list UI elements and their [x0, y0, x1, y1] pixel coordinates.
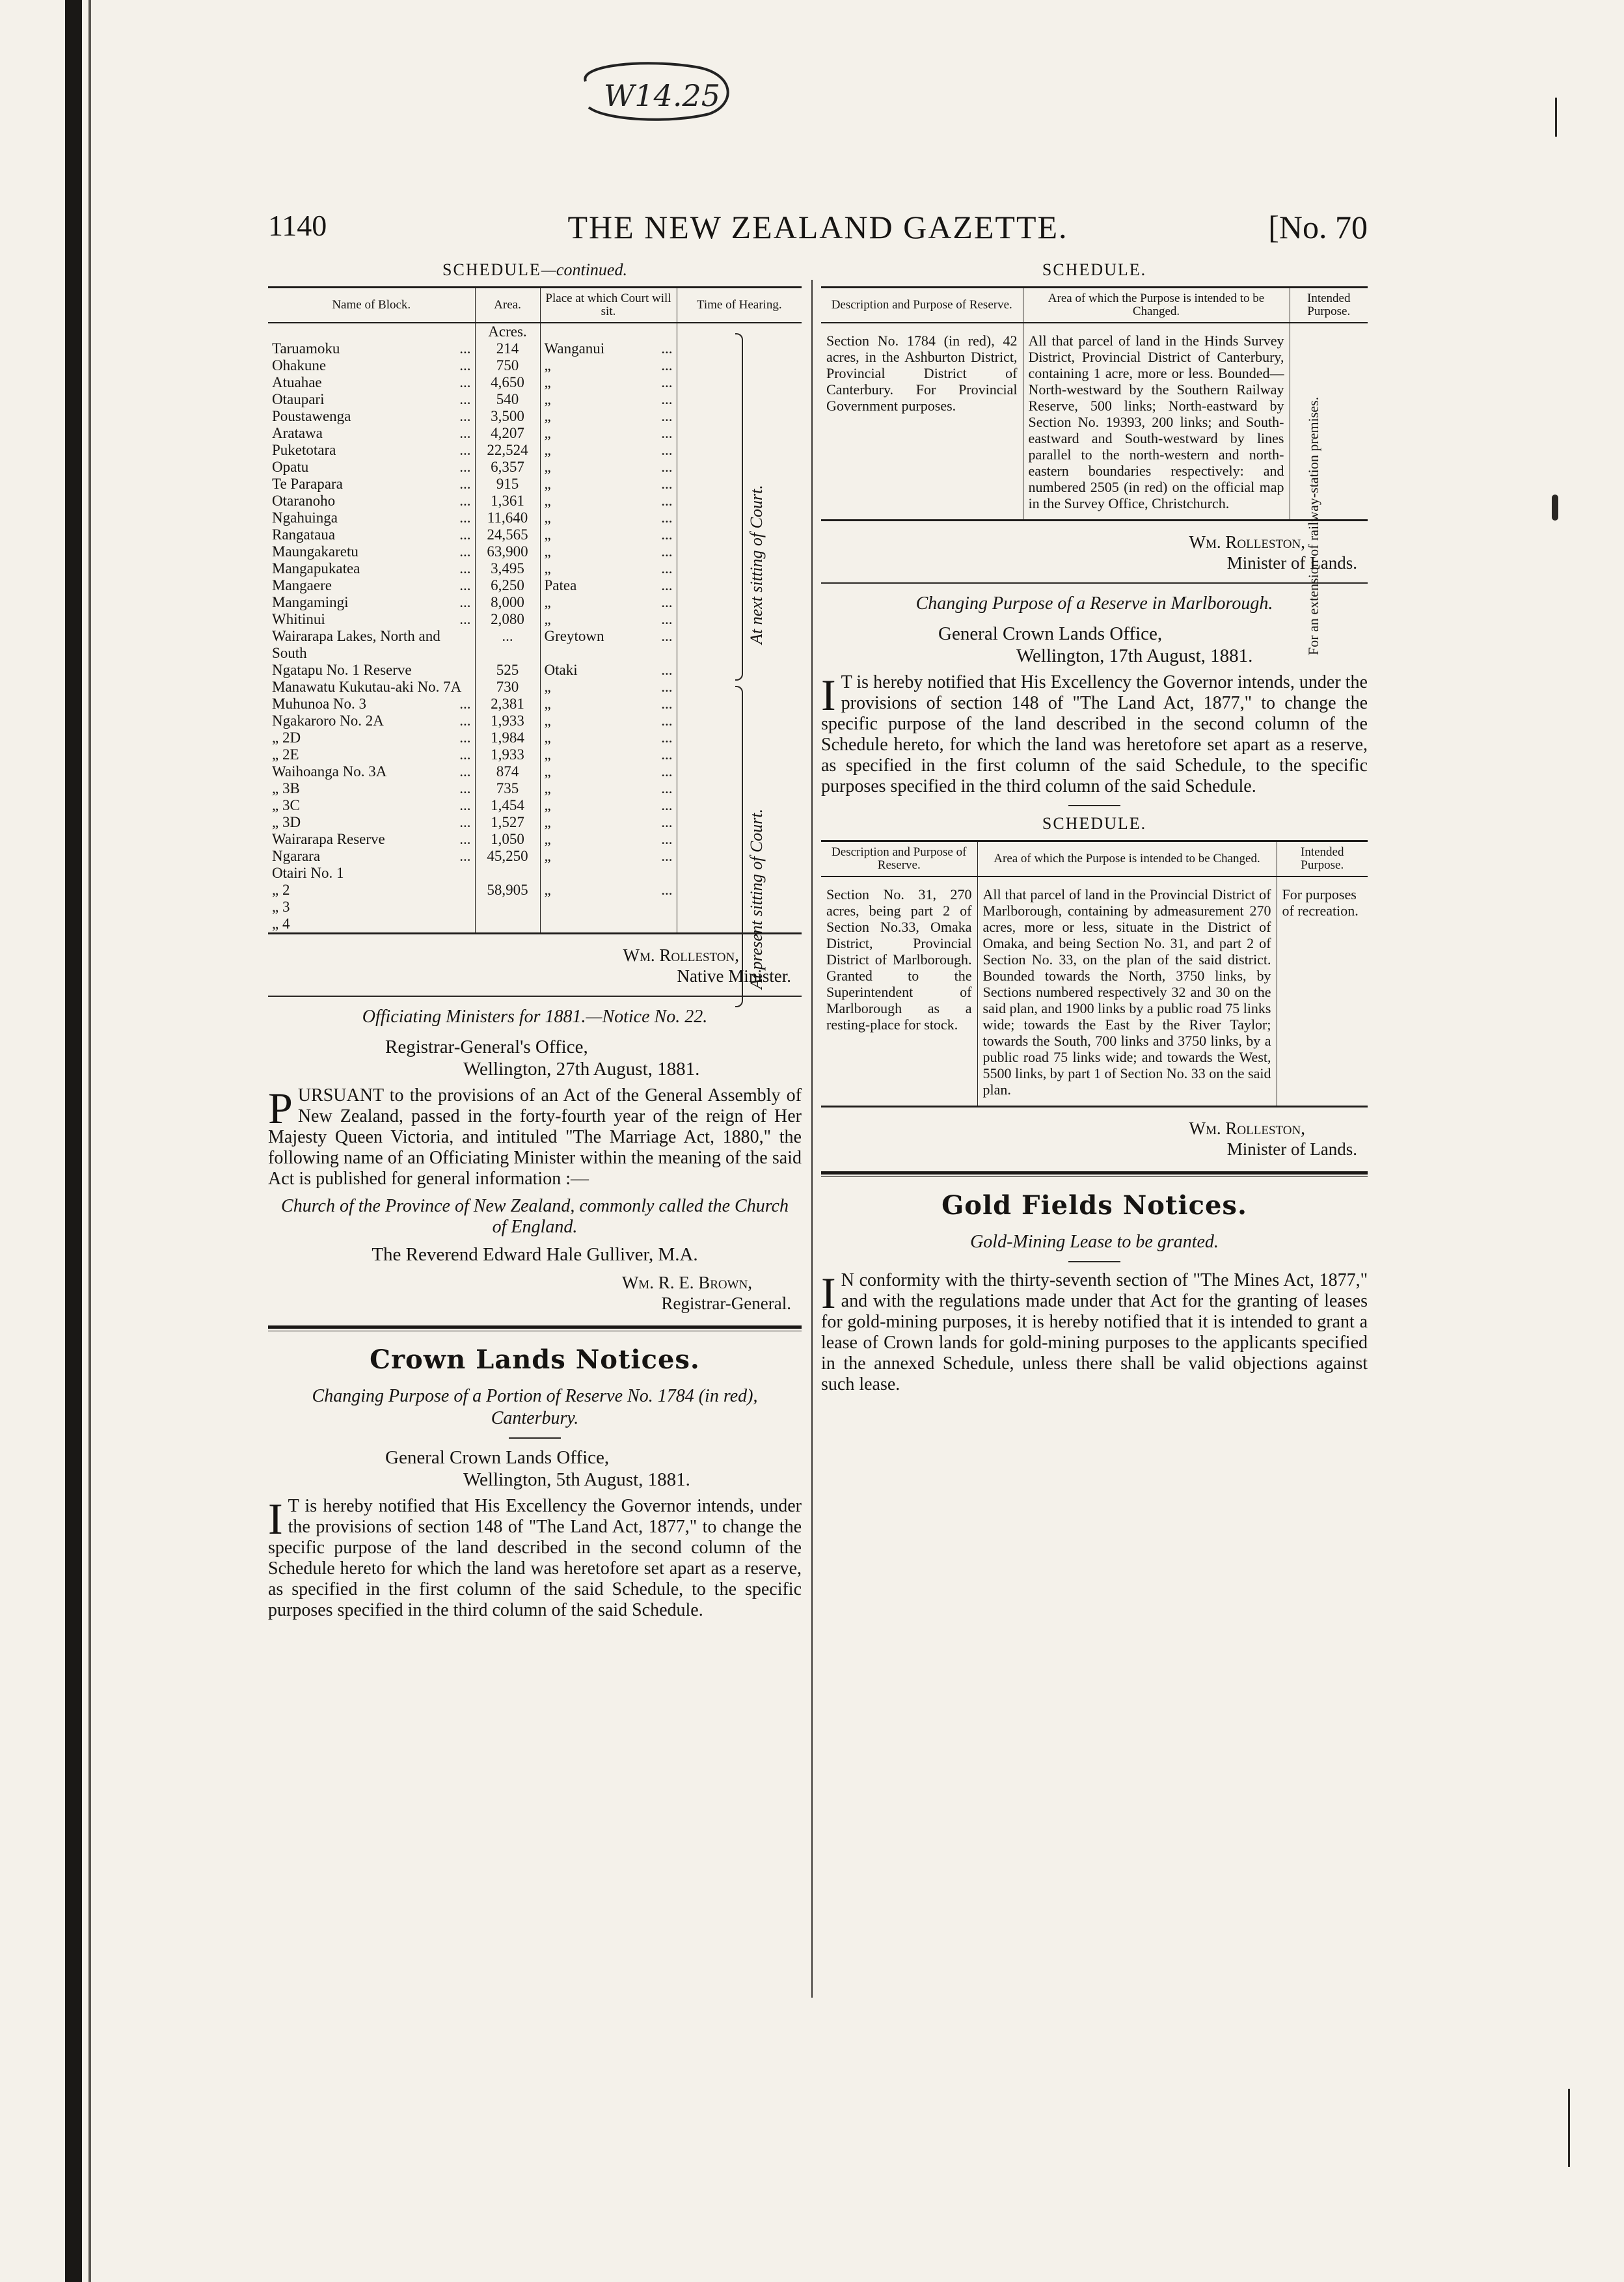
block-area: 1,984 [491, 729, 524, 746]
crown-lands-office: General Crown Lands Office, Wellington, 17th August, 1881. [938, 623, 1253, 666]
block-area: 4,207 [491, 425, 524, 441]
block-area: 1,361 [491, 493, 524, 509]
edge-mark [1568, 2089, 1570, 2167]
place-dots: ... [661, 526, 673, 543]
block-dots: ... [459, 526, 471, 543]
block-name: „ 3B [272, 780, 300, 796]
court-place: „ [544, 746, 551, 763]
time-group-1: At next sitting of Court. [747, 485, 766, 644]
court-place: „ [544, 763, 551, 780]
reserve-1784-notice: I T is hereby notified that His Excellency the Governor intends, under the provisions of section 148 of "The Land Act, 1877," to change the specific purpose of the land described in the second column of the Schedule hereto for which the land was heretofore set apart as a reserve, as specified in the first column of the said Schedule, to the specific purposes specified in the third column of the said Schedule. [268, 1494, 802, 1620]
signature-name: Wm. Rolleston, [1189, 532, 1305, 552]
block-name: Te Parapara [272, 476, 343, 492]
section-rule-thick [268, 1325, 802, 1329]
block-name: „ 2E [272, 746, 299, 763]
issue-number: [No. 70 [1268, 209, 1368, 245]
block-area: 3,495 [491, 560, 524, 577]
block-dots: ... [459, 577, 471, 593]
table-row [268, 746, 802, 763]
time-bracket-1 [735, 333, 743, 681]
block-dots: ... [459, 831, 471, 847]
place-dots: ... [661, 493, 673, 509]
reserve-purpose: For an extension of railway-station premises. [1305, 396, 1321, 655]
divider [268, 996, 802, 997]
block-dots: ... [459, 425, 471, 441]
place-dots: ... [661, 560, 673, 577]
block-dots: ... [459, 560, 471, 577]
col-area-changed: Area of which the Purpose is intended to be Changed. [1023, 288, 1290, 323]
place-dots: ... [661, 476, 673, 492]
block-dots: ... [459, 763, 471, 780]
court-place: „ [544, 729, 551, 746]
table-row [268, 763, 802, 780]
table-row [268, 662, 802, 679]
block-name: Puketotara [272, 442, 336, 458]
place-dots: ... [661, 831, 673, 847]
court-place: „ [544, 848, 551, 864]
block-name: Opatu [272, 459, 309, 475]
minister-name: The Reverend Edward Hale Gulliver, M.A. [372, 1244, 698, 1265]
block-name: Rangataua [272, 526, 336, 543]
table-row [268, 865, 802, 882]
place-dots: ... [661, 459, 673, 475]
table-row [268, 713, 802, 729]
schedule-continued-caption: SCHEDULE—continued. [442, 260, 627, 279]
block-dots: ... [459, 543, 471, 560]
table-row [268, 442, 802, 459]
block-name: Aratawa [272, 425, 323, 441]
court-place: „ [544, 459, 551, 475]
block-area: 6,357 [491, 459, 524, 475]
place-dots: ... [661, 729, 673, 746]
block-name: „ 3D [272, 814, 301, 830]
court-place: Patea [544, 577, 577, 593]
block-dots: ... [459, 848, 471, 864]
section-rule-thick [821, 1171, 1368, 1175]
area-unit: Acres. [475, 323, 540, 340]
block-name: Manawatu Kukutau-aki No. 7A [272, 679, 462, 695]
block-name: Wairarapa Lakes, North and South [272, 628, 440, 661]
reserve-purpose: For purposes of recreation. [1277, 876, 1368, 1107]
place-dots: ... [661, 577, 673, 593]
place-dots: ... [661, 746, 673, 763]
right-column [821, 260, 1368, 1400]
block-name: Ngarara [272, 848, 321, 864]
table-row [268, 560, 802, 577]
block-dots: ... [459, 476, 471, 492]
block-name: Ngatapu No. 1 Reserve [272, 662, 412, 678]
marlborough-title: Changing Purpose of a Reserve in Marlborough. [915, 593, 1273, 614]
block-dots: ... [459, 594, 471, 610]
col-intended-purpose: Intended Purpose. [1290, 288, 1368, 323]
reserve-area: All that parcel of land in the Provincial District of Marlborough, containing by admeasurement 270 acres, more or less, situate in the District of Omaka, and being Section No. 31, and part 2 of Section No. 33, on the plan of the said district. Bounded towards the North, 3750 links, by Sections numbered respectively 32 and 30 on the said plan, and 1900 links by a public road 75 links wide; towards the East by the River Taylor; towards the South, 700 links and 3750 links, by a public road 75 links wide; and towards the West, 5500 links, by part 1 of Section No. 33 on the said plan. [977, 876, 1277, 1107]
block-name: Mangaere [272, 577, 332, 593]
lands-minister-signature-2 [821, 1118, 1357, 1160]
block-area: 540 [496, 391, 519, 407]
table-row [268, 340, 802, 357]
place-dots: ... [661, 713, 673, 729]
table-row [268, 374, 802, 391]
place-dots: ... [661, 611, 673, 627]
short-divider [1068, 805, 1120, 806]
schedule-caption-2: SCHEDULE. [1042, 814, 1147, 833]
block-dots: ... [459, 780, 471, 796]
court-place: „ [544, 357, 551, 374]
block-area: 24,565 [487, 526, 528, 543]
block-area: 22,524 [487, 442, 528, 458]
native-minister-signature [268, 945, 791, 986]
edge-mark [1552, 495, 1558, 521]
place-dots: ... [661, 848, 673, 864]
registrar-office: Registrar-General's Office, Wellington, 27th August, 1881. [385, 1037, 700, 1080]
page-number: 1140 [268, 209, 327, 242]
block-name: „ 3C [272, 797, 300, 813]
signature-title: Minister of Lands. [1226, 1139, 1357, 1159]
place-dots: ... [661, 763, 673, 780]
table-row [268, 780, 802, 797]
col-area-changed: Area of which the Purpose is intended to be Changed. [977, 841, 1277, 877]
reserve-description: Section No. 31, 270 acres, being part 2 of Section No.33, Omaka District, Provincial District of Marlborough. Granted to the Superintendent of Marlborough as a resting-place for stock. [821, 876, 977, 1107]
table-row [268, 679, 802, 696]
block-dots: ... [459, 797, 471, 813]
table-row [268, 594, 802, 611]
place-dots: ... [661, 780, 673, 796]
place-dots: ... [661, 662, 673, 678]
court-place: „ [544, 526, 551, 543]
binding-edge [65, 0, 82, 2282]
col-place: Place at which Court will sit. [540, 288, 677, 323]
lands-minister-signature-1 [821, 532, 1357, 573]
place-dots: ... [661, 797, 673, 813]
place-dots: ... [661, 814, 673, 830]
block-name: Ohakune [272, 357, 327, 374]
block-area: 6,250 [491, 577, 524, 593]
reserve-description: Section No. 1784 (in red), 42 acres, in the Ashburton District, Provincial District of Canterbury. For Provincial Government purposes. [821, 323, 1023, 521]
court-place: „ [544, 797, 551, 813]
table-row [268, 696, 802, 713]
place-dots: ... [661, 357, 673, 374]
court-place: „ [544, 543, 551, 560]
place-dots: ... [661, 340, 673, 357]
block-area: 1,933 [491, 713, 524, 729]
col-time: Time of Hearing. [677, 288, 802, 323]
court-place: „ [544, 408, 551, 424]
place-dots: ... [661, 509, 673, 526]
block-area: 750 [496, 357, 519, 374]
block-name: Muhunoa No. 3 [272, 696, 367, 712]
block-area: 1,933 [491, 746, 524, 763]
place-dots: ... [661, 594, 673, 610]
place-dots: ... [661, 374, 673, 390]
col-description: Description and Purpose of Reserve. [832, 845, 967, 872]
block-name: Ngakaroro No. 2A [272, 713, 384, 729]
block-area: 1,454 [491, 797, 524, 813]
court-place: „ [544, 882, 551, 898]
block-area: 214 [496, 340, 519, 357]
block-area: ... [502, 628, 513, 644]
block-area: 2,080 [491, 611, 524, 627]
reserve-area: All that parcel of land in the Hinds Survey District, Provincial District of Canterbury, containing 1 acre, more or less. Bounded—North-westward by the Southern Railway Reserve, 500 links; North-eastward by Section No. 19393, 200 links; and South-eastward and South-westward by lines parallel to the north-western and north-eastern boundaries respectively: and numbered 2505 (in red) on the official map in the Survey Office, Christchurch. [1023, 323, 1290, 521]
table-row [268, 899, 802, 916]
block-name: „ 3 [272, 899, 290, 915]
block-name: Wairarapa Reserve [272, 831, 385, 847]
signature-name: Wm. Rolleston, [623, 945, 739, 965]
crown-lands-heading: Crown Lands Notices. [370, 1344, 700, 1375]
block-name: Taruamoku [272, 340, 340, 357]
block-area: 874 [496, 763, 519, 780]
table-row [268, 543, 802, 560]
block-name: Atuahae [272, 374, 322, 390]
block-dots: ... [459, 729, 471, 746]
place-dots: ... [661, 391, 673, 407]
court-place: Otaki [544, 662, 578, 678]
table-row [268, 391, 802, 408]
court-place: „ [544, 611, 551, 627]
block-name: „ 2D [272, 729, 301, 746]
marriage-act-notice: PURSUANT to the provisions of an Act of the General Assembly of New Zealand, passed in the forty-fourth year of the reign of Her Majesty Queen Victoria, and intituled "The Marriage Act, 1880," the following name of an Officiating Minister within the meaning of the said Act is published for general information :— [268, 1083, 802, 1189]
table-row [268, 577, 802, 594]
block-area: 8,000 [491, 594, 524, 610]
place-dots: ... [661, 628, 673, 644]
block-name: Waihoanga No. 3A [272, 763, 387, 780]
block-area: 2,381 [491, 696, 524, 712]
court-place: Greytown [544, 628, 604, 644]
table-row [268, 882, 802, 899]
table-row [268, 729, 802, 746]
block-dots: ... [459, 814, 471, 830]
binding-edge-line [88, 0, 91, 2282]
block-name: Maungakaretu [272, 543, 359, 560]
court-place: „ [544, 476, 551, 492]
short-divider [509, 1437, 561, 1439]
signature-title: Minister of Lands. [1226, 553, 1357, 573]
court-place: „ [544, 713, 551, 729]
place-dots: ... [661, 882, 673, 898]
court-place: „ [544, 391, 551, 407]
divider [821, 582, 1368, 584]
gold-lease-notice: I N conformity with the thirty-seventh section of "The Mines Act, 1877," and with the regulations made under that Act for the granting of leases for gold-mining purposes, it is hereby notified that it is intended to grant a lease of Crown lands for gold-mining purposes to the applicants specified in the annexed Schedule, unless there shall be valid objections against such lease. [821, 1268, 1368, 1394]
table-row [268, 493, 802, 509]
registrar-signature [268, 1272, 791, 1314]
table-row [268, 814, 802, 831]
court-place: „ [544, 679, 551, 695]
marlborough-notice: I T is hereby notified that His Excellency the Governor intends, under the provisions of section 148 of "The Land Act, 1877," to change the specific purpose of the land described in the second column of the Schedule hereto, for which the land was heretofore set apart as a reserve, as specified in the first column of the said Schedule, to the specific purposes specified in the third column of the said Schedule. [821, 670, 1368, 796]
court-place: „ [544, 374, 551, 390]
block-name: Otaranoho [272, 493, 336, 509]
court-place: „ [544, 594, 551, 610]
table-row [268, 509, 802, 526]
block-dots: ... [459, 391, 471, 407]
court-place: „ [544, 493, 551, 509]
table-row [268, 916, 802, 934]
table-row [268, 526, 802, 543]
block-name: Mangapukatea [272, 560, 360, 577]
block-name: „ 2 [272, 882, 290, 898]
marlborough-schedule-table [821, 840, 1368, 1107]
crown-lands-office: General Crown Lands Office, Wellington, 5th August, 1881. [385, 1447, 690, 1490]
section-rule-thin [821, 1176, 1368, 1177]
place-dots: ... [661, 679, 673, 695]
handwritten-note-scribble [566, 55, 742, 127]
edge-mark [1555, 98, 1557, 137]
block-dots: ... [459, 746, 471, 763]
court-place: „ [544, 696, 551, 712]
gazette-title: THE NEW ZEALAND GAZETTE. [567, 209, 1068, 245]
signature-name: Wm. R. E. Brown, [621, 1273, 752, 1292]
table-row [268, 459, 802, 476]
court-place: „ [544, 831, 551, 847]
court-place: „ [544, 780, 551, 796]
court-place: Wanganui [544, 340, 605, 357]
block-dots: ... [459, 611, 471, 627]
block-area: 525 [496, 662, 519, 678]
block-dots: ... [459, 696, 471, 712]
block-area: 1,050 [491, 831, 524, 847]
place-dots: ... [661, 425, 673, 441]
gold-lease-title: Gold-Mining Lease to be granted. [970, 1232, 1219, 1252]
block-name: Otaupari [272, 391, 325, 407]
time-group-2: At present sitting of Court. [747, 808, 766, 989]
native-schedule-table [268, 286, 802, 934]
table-row [268, 408, 802, 425]
block-dots: ... [459, 493, 471, 509]
court-place: „ [544, 509, 551, 526]
handwritten-note-text: W14.25 [604, 78, 720, 113]
place-dots: ... [661, 696, 673, 712]
table-row [268, 425, 802, 442]
block-name: Mangamingi [272, 594, 349, 610]
officiating-ministers-title: Officiating Ministers for 1881.—Notice No. 22. [362, 1007, 708, 1027]
block-area: 63,900 [487, 543, 528, 560]
table-row [268, 611, 802, 628]
block-area: 11,640 [487, 509, 528, 526]
place-dots: ... [661, 442, 673, 458]
block-name: „ 4 [272, 916, 290, 932]
court-place: „ [544, 560, 551, 577]
signature-title: Registrar-General. [661, 1294, 791, 1313]
block-name: Ngahuinga [272, 509, 338, 526]
church-name: Church of the Province of New Zealand, commonly called the Church of England. [281, 1196, 789, 1237]
table-row [268, 831, 802, 848]
block-dots: ... [459, 459, 471, 475]
page-header [268, 208, 1368, 247]
table-row [268, 797, 802, 814]
block-dots: ... [459, 340, 471, 357]
signature-name: Wm. Rolleston, [1189, 1119, 1305, 1138]
handwritten-note [566, 55, 742, 127]
reserve-1784-title: Changing Purpose of a Portion of Reserve No. 1784 (in red), Canterbury. [312, 1386, 758, 1428]
signature-title: Native Minister. [677, 966, 791, 986]
block-area: 3,500 [491, 408, 524, 424]
block-area: 730 [496, 679, 519, 695]
block-name: Whitinui [272, 611, 325, 627]
gold-fields-heading: Gold Fields Notices. [941, 1190, 1247, 1221]
col-intended-purpose: Intended Purpose. [1277, 841, 1368, 877]
court-place: „ [544, 425, 551, 441]
col-name-of-block: Name of Block. [332, 298, 411, 312]
block-name: Poustawenga [272, 408, 351, 424]
short-divider [1068, 1261, 1120, 1262]
block-area: 735 [496, 780, 519, 796]
table-row [268, 628, 802, 662]
block-dots: ... [459, 509, 471, 526]
time-bracket-2 [735, 686, 743, 1007]
block-area: 4,650 [491, 374, 524, 390]
block-dots: ... [459, 713, 471, 729]
block-name: Otairi No. 1 [272, 865, 344, 881]
col-description: Description and Purpose of Reserve. [831, 298, 1012, 312]
block-area: 1,527 [491, 814, 524, 830]
place-dots: ... [661, 408, 673, 424]
col-area: Area. [475, 288, 540, 323]
block-area: 58,905 [487, 882, 528, 898]
block-area: 915 [496, 476, 519, 492]
block-dots: ... [459, 442, 471, 458]
court-place: „ [544, 442, 551, 458]
table-row [268, 476, 802, 493]
schedule-caption: SCHEDULE. [1042, 260, 1147, 279]
block-area: 45,250 [487, 848, 528, 864]
court-place: „ [544, 814, 551, 830]
place-dots: ... [661, 543, 673, 560]
block-dots: ... [459, 357, 471, 374]
table-row [268, 357, 802, 374]
left-column [268, 260, 802, 1626]
block-dots: ... [459, 408, 471, 424]
block-dots: ... [459, 374, 471, 390]
column-separator [811, 280, 813, 1998]
table-row [268, 848, 802, 865]
